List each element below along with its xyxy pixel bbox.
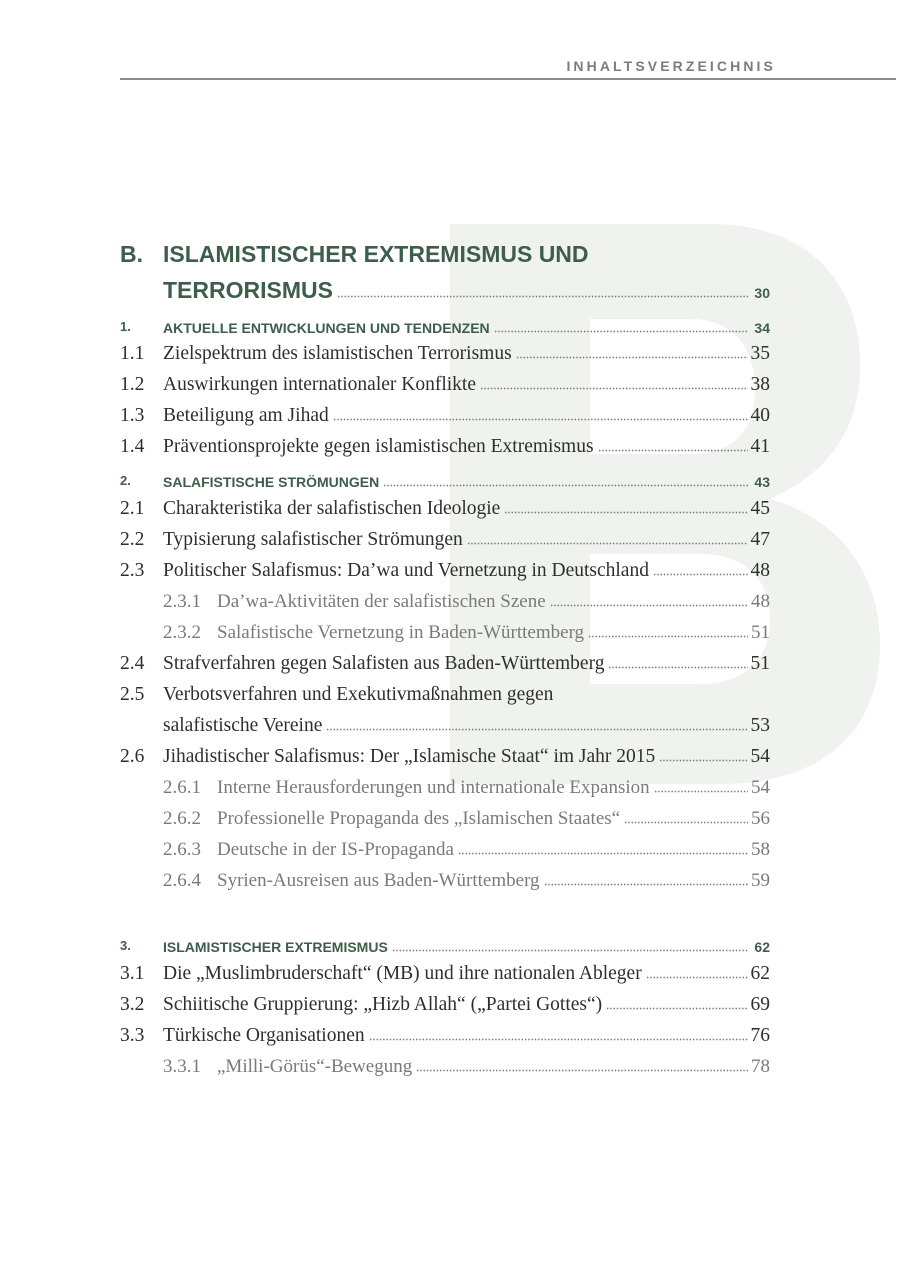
entry-title: Die „Muslimbruderschaft“ (MB) und ihre nationalen Ableger [163, 963, 642, 984]
page-number: 54 [751, 777, 770, 798]
page-number: 51 [751, 622, 770, 643]
page-number: 43 [754, 474, 770, 490]
entry-title-continued: salafistische Vereine [163, 715, 323, 736]
entry-number: 3. [120, 938, 131, 953]
toc-entry[interactable] [120, 496, 770, 522]
entry-number: 3.3 [120, 1025, 145, 1046]
entry-number: 2.6 [120, 746, 145, 767]
entry-title: Schiitische Gruppierung: „Hizb Allah“ („Partei Gottes“) [163, 994, 603, 1015]
dot-leader [504, 511, 748, 514]
dot-leader [654, 790, 748, 793]
entry-title: Beteiligung am Jihad [163, 405, 329, 426]
toc-entry-sub[interactable] [120, 775, 770, 801]
dot-leader [659, 759, 748, 762]
entry-title: Typisierung salafistischer Strömungen [163, 529, 463, 550]
entry-number: 2.6.1 [163, 777, 201, 798]
entry-title: Politischer Salafismus: Da’wa und Vernetzung in Deutschland [163, 560, 649, 581]
toc-entry[interactable] [120, 744, 770, 770]
page-number: 45 [750, 498, 770, 519]
page-number: 48 [751, 591, 770, 612]
page-number: 53 [750, 715, 770, 736]
toc-entry-section[interactable] [120, 312, 770, 338]
entry-title: AKTUELLE ENTWICKLUNGEN UND TENDENZEN [163, 320, 490, 336]
dot-leader [598, 449, 748, 452]
chapter-heading-line2[interactable] [120, 276, 770, 306]
dot-leader [494, 330, 748, 333]
entry-title: Türkische Organisationen [163, 1025, 365, 1046]
entry-number: 2.3 [120, 560, 145, 581]
page-number: 62 [754, 939, 770, 955]
toc-entry[interactable] [120, 527, 770, 553]
toc-entry[interactable] [120, 403, 770, 429]
toc-entry[interactable] [120, 651, 770, 677]
entry-title: Professionelle Propaganda des „Islamischen Staates“ [217, 808, 621, 829]
toc-entry-sub[interactable] [120, 868, 770, 894]
entry-number: 2.4 [120, 653, 145, 674]
dot-leader [624, 821, 748, 824]
toc-entry-multiline-first[interactable] [120, 682, 770, 708]
entry-number: 2. [120, 473, 131, 488]
dot-leader [646, 976, 748, 979]
toc-entry[interactable] [120, 992, 770, 1018]
dot-leader [480, 387, 748, 390]
toc-entry-section[interactable] [120, 931, 770, 957]
entry-title: Verbotsverfahren und Exekutivmaßnahmen gegen [163, 684, 554, 705]
entry-number: 2.2 [120, 529, 145, 550]
dot-leader [606, 1007, 748, 1010]
entry-number: 1.1 [120, 343, 145, 364]
toc-entry-sub[interactable] [120, 806, 770, 832]
entry-title: Präventionsprojekte gegen islamistischen Extremismus [163, 436, 594, 457]
page-number: 41 [750, 436, 770, 457]
entry-number: 2.1 [120, 498, 145, 519]
running-header: INHALTSVERZEICHNIS [566, 58, 776, 74]
entry-title: Auswirkungen internationaler Konflikte [163, 374, 476, 395]
dot-leader [337, 295, 748, 298]
entry-title: Strafverfahren gegen Salafisten aus Baden-Württemberg [163, 653, 605, 674]
toc-entry[interactable] [120, 372, 770, 398]
entry-title: Charakteristika der salafistischen Ideologie [163, 498, 501, 519]
page-number: 62 [750, 963, 770, 984]
entry-number: 3.3.1 [163, 1056, 201, 1077]
dot-leader [392, 949, 748, 952]
page-number: 51 [750, 653, 770, 674]
toc-entry-sub[interactable] [120, 837, 770, 863]
dot-leader [326, 728, 748, 731]
dot-leader [608, 666, 748, 669]
page-number: 69 [750, 994, 770, 1015]
entry-number: 3.1 [120, 963, 145, 984]
page-number: 40 [750, 405, 770, 426]
toc-entry[interactable] [120, 341, 770, 367]
dot-leader [653, 573, 748, 576]
page-number: 48 [750, 560, 770, 581]
dot-leader [588, 635, 748, 638]
chapter-number: B. [120, 241, 143, 267]
page-number: 34 [754, 320, 770, 336]
entry-title: Da’wa-Aktivitäten der salafistischen Szene [217, 591, 546, 612]
entry-number: 1.3 [120, 405, 145, 426]
dot-leader [550, 604, 748, 607]
dot-leader [458, 852, 748, 855]
entry-title: Salafistische Vernetzung in Baden-Württemberg [217, 622, 585, 643]
dot-leader [383, 484, 748, 487]
dot-leader [333, 418, 748, 421]
dot-leader [369, 1038, 748, 1041]
page-number: 56 [751, 808, 770, 829]
page-number: 38 [750, 374, 770, 395]
toc-entry[interactable] [120, 961, 770, 987]
entry-title: Jihadistischer Salafismus: Der „Islamische Staat“ im Jahr 2015 [163, 746, 656, 767]
header-rule [120, 78, 896, 80]
chapter-title-line2: TERRORISMUS [163, 277, 333, 303]
entry-number: 2.3.1 [163, 591, 201, 612]
page-number: 47 [750, 529, 770, 550]
entry-number: 3.2 [120, 994, 145, 1015]
entry-number: 1.4 [120, 436, 145, 457]
entry-title: Syrien-Ausreisen aus Baden-Württemberg [217, 870, 540, 891]
chapter-title-line1: ISLAMISTISCHER EXTREMISMUS UND [163, 241, 589, 267]
toc-entry-section[interactable] [120, 466, 770, 492]
entry-title: Zielspektrum des islamistischen Terrorismus [163, 343, 512, 364]
entry-title: ISLAMISTISCHER EXTREMISMUS [163, 939, 388, 955]
entry-number: 2.6.3 [163, 839, 201, 860]
page-number: 54 [750, 746, 770, 767]
toc-entry[interactable] [120, 1023, 770, 1049]
toc-entry[interactable] [120, 434, 770, 460]
dot-leader [544, 883, 748, 886]
page-number: 78 [751, 1056, 770, 1077]
entry-title: „Milli-Görüs“-Bewegung [217, 1056, 413, 1077]
toc-entry-sub[interactable] [120, 589, 770, 615]
page-number: 76 [750, 1025, 770, 1046]
entry-number: 2.5 [120, 684, 145, 705]
entry-title: SALAFISTISCHE STRÖMUNGEN [163, 474, 380, 490]
dot-leader [467, 542, 748, 545]
dot-leader [516, 356, 748, 359]
toc-entry-sub[interactable] [120, 620, 770, 646]
entry-number: 2.6.2 [163, 808, 201, 829]
chapter-heading-line1 [120, 241, 770, 270]
page-number: 35 [750, 343, 770, 364]
entry-number: 2.6.4 [163, 870, 201, 891]
entry-title: Interne Herausforderungen und internationale Expansion [217, 777, 650, 798]
entry-title: Deutsche in der IS-Propaganda [217, 839, 454, 860]
page-number: 58 [751, 839, 770, 860]
toc-entry-multiline-cont[interactable] [120, 713, 770, 739]
entry-number: 2.3.2 [163, 622, 201, 643]
toc-entry[interactable] [120, 558, 770, 584]
entry-number: 1.2 [120, 374, 145, 395]
toc-entry-sub[interactable] [120, 1054, 770, 1080]
page-number: 30 [754, 285, 770, 301]
page-number: 59 [751, 870, 770, 891]
entry-number: 1. [120, 319, 131, 334]
dot-leader [416, 1069, 748, 1072]
